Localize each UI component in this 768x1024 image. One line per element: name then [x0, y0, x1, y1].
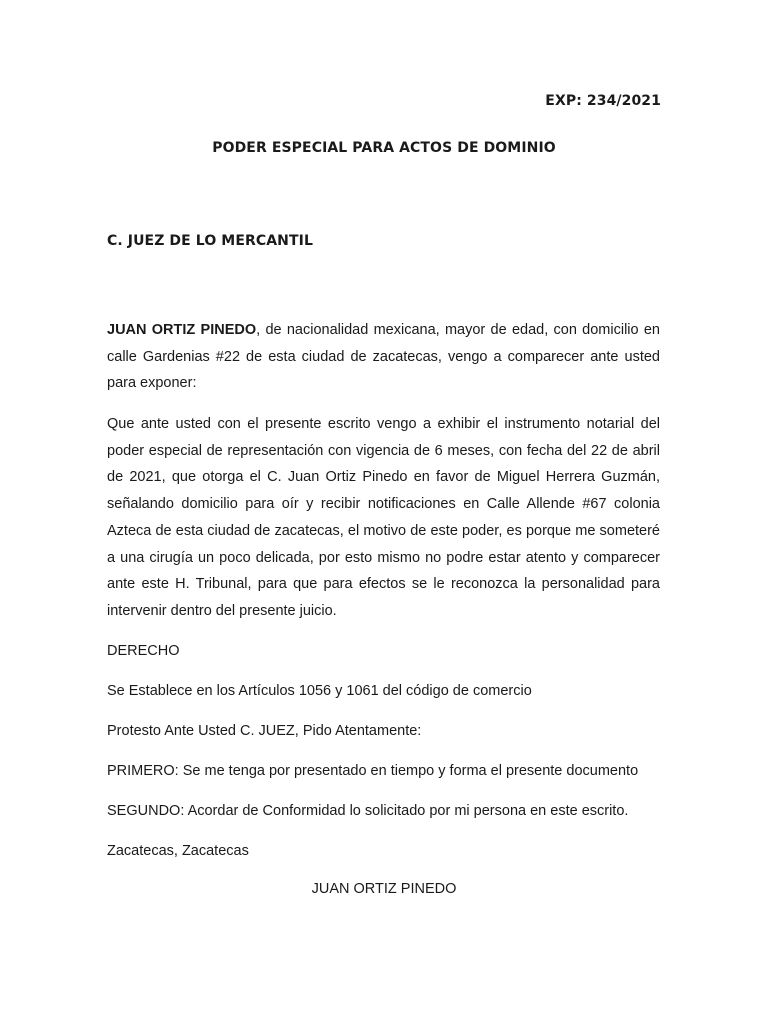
document-title: PODER ESPECIAL PARA ACTOS DE DOMINIO: [212, 140, 556, 156]
expediente-number: EXP: 234/2021: [545, 93, 661, 109]
signature-name: JUAN ORTIZ PINEDO: [311, 881, 457, 897]
paragraph-main: Que ante usted con el presente escrito vengo a exhibir el instrumento notarial del poder especial de representación con vigencia de 6 meses, con fecha del 22 de abril de 2021, que otorga el C. Juan Ortiz Pinedo en favor de Miguel Herrera Guzmán, señalando domicilio para oír y recibir notificaciones en Calle Allende #67 colonia Azteca de esta ciudad de zacatecas, el motivo de este poder, es porque me someteré a una cirugía un poco delicada, por esto mismo no podre estar atento y comparecer ante este H. Tribunal, para que para efectos se le reconozca la personalidad para intervenir dentro del presente juicio.: [107, 416, 660, 619]
protesto-line: Protesto Ante Usted C. JUEZ, Pido Atentamente:: [107, 723, 422, 739]
paragraph-intro-text: , de nacionalidad mexicana, mayor de edad, con domicilio en calle Gardenias #22 de esta ciudad de zacatecas, vengo a comparecer ante usted para exponer:: [107, 322, 660, 392]
primero-line: PRIMERO: Se me tenga por presentado en tiempo y forma el presente documento: [107, 763, 639, 779]
articulos-line: Se Establece en los Artículos 1056 y 1061 del código de comercio: [107, 683, 532, 699]
segundo-line: SEGUNDO: Acordar de Conformidad lo solicitado por mi persona en este escrito.: [107, 803, 629, 819]
recipient-heading: C. JUEZ DE LO MERCANTIL: [107, 233, 313, 249]
petitioner-name: JUAN ORTIZ PINEDO: [107, 322, 257, 338]
city-line: Zacatecas, Zacatecas: [107, 843, 249, 859]
derecho-heading: DERECHO: [107, 643, 180, 659]
paragraph-intro: [107, 317, 660, 397]
